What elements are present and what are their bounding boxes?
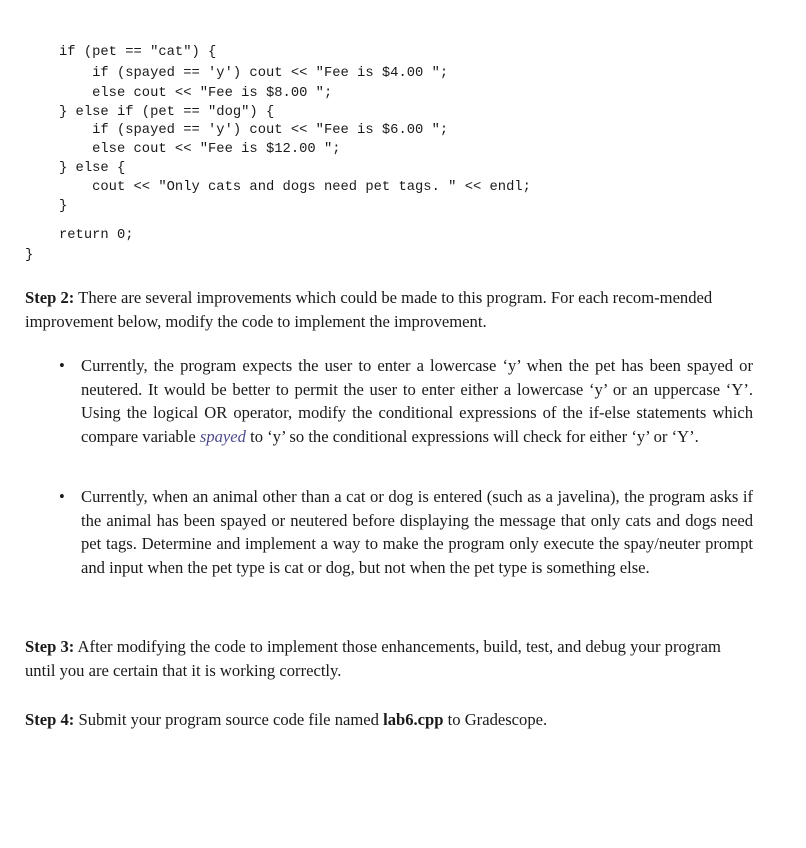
code-line: } [59,199,68,214]
bullet-icon: • [59,487,65,506]
step2-paragraph [25,286,753,333]
source-filename: lab6.cpp [383,710,444,729]
code-line: } else { [59,161,126,176]
list-item-text [81,354,753,448]
code-line: } [25,248,34,263]
list-item-text-part: Currently, the program expects the user to enter a lowercase ‘y’ when the pet has been spayed or neutered. It would be better to permit the user to enter either a lowercase ‘y’ or an uppercase ‘Y’. Using the logical OR operator, modify the conditional expressions of the if-else statements which compare variable [81,356,753,446]
variable-name: spayed [199,426,246,446]
step3-paragraph [25,635,753,682]
step4-label: Step 4: [25,710,75,729]
step4-paragraph [25,708,753,732]
step3-label: Step 3: [25,637,75,656]
bullet-icon: • [59,356,65,375]
list-item [25,354,753,448]
step4-text: Submit your program source code file named [74,710,384,729]
code-line: if (pet == "cat") { [59,45,217,60]
list-item-text: Currently, when an animal other than a cat or dog is entered (such as a javelina), the program asks if the animal has been spayed or neutered before displaying the message that only cats and dogs need pet tags. Determine and implement a way to make the program only execute the spay/neuter prompt and input when the pet type is cat or dog, but not when the pet type is something else. [81,487,753,577]
list-item-text-part: to ‘y’ so the conditional expressions will check for either ‘y’ or ‘Y’. [245,426,699,446]
code-line: if (spayed == 'y') cout << "Fee is $4.00 "; [59,66,449,81]
step2-text: There are several improvements which could be made to this program. For each recom-mended improvement below, modify the code to implement the improvement. [25,288,713,331]
code-line: else cout << "Fee is $12.00 "; [59,142,341,157]
step4-text-end: to Gradescope. [443,710,548,729]
step2-label: Step 2: [25,288,75,307]
code-line: if (spayed == 'y') cout << "Fee is $6.00 "; [59,123,449,138]
code-line: else cout << "Fee is $8.00 "; [59,86,333,101]
code-line: } else if (pet == "dog") { [59,105,275,120]
code-line: cout << "Only cats and dogs need pet tags. " << endl; [59,180,531,195]
code-line: return 0; [59,228,134,243]
list-item [25,485,753,579]
step3-text: After modifying the code to implement those enhancements, build, test, and debug your program until you are certain that it is working correctly. [25,637,721,680]
